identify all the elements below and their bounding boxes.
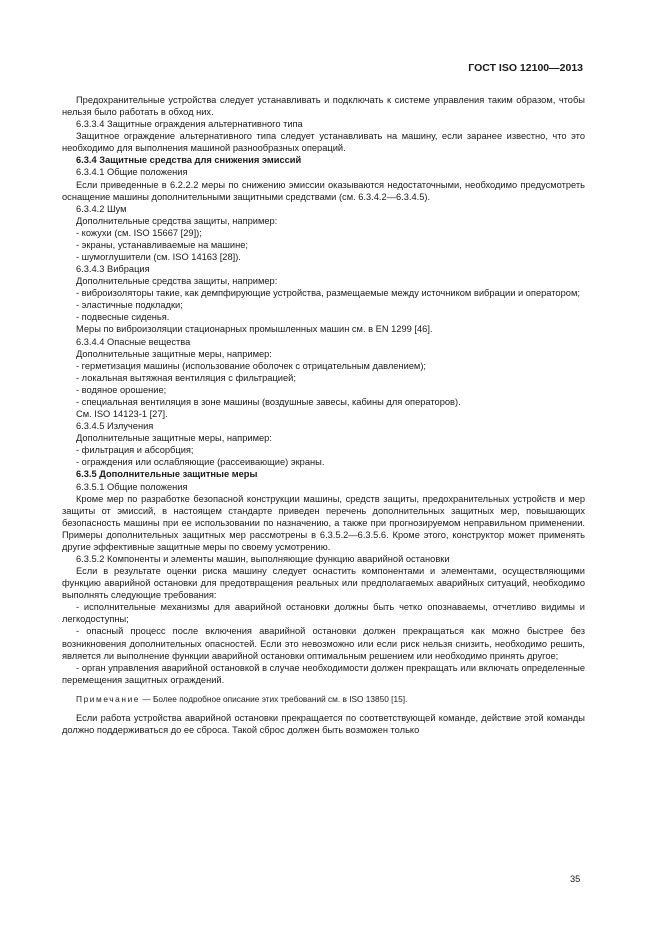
subsection-line: 6.3.4.4 Опасные вещества xyxy=(76,336,191,347)
section-heading: 6.3.4 Защитные средства для снижения эмиссий xyxy=(76,155,302,166)
note-text: — Более подробное описание этих требований см. в ISO 13850 [15]. xyxy=(140,693,408,704)
note xyxy=(62,693,585,705)
subsection-line: Меры по виброизоляции стационарных промышленных машин см. в EN 1299 [46]. xyxy=(76,324,433,335)
list-item: - ограждения или ослабляющие (рассеивающие) экраны. xyxy=(76,457,325,468)
list-item: - исполнительные механизмы для аварийной остановки должны быть четко опознаваемы, отчетливо видимы и легкодоступны; xyxy=(62,602,585,625)
subsection-line: 6.3.4.3 Вибрация xyxy=(76,264,150,275)
list-item: - кожухи (см. ISO 15667 [29]); xyxy=(76,227,202,238)
subsection-line: См. ISO 14123-1 [27]. xyxy=(76,409,168,420)
subsection-line: Дополнительные защитные меры, например: xyxy=(76,348,272,359)
subsection-line: Дополнительные средства защиты, например: xyxy=(76,276,278,287)
subsection-line: Дополнительные средства защиты, например: xyxy=(76,215,278,226)
list-item: - водяное орошение; xyxy=(76,384,167,395)
subsection-line: 6.3.5.2 Компоненты и элементы машин, выполняющие функцию аварийной остановки xyxy=(76,553,450,564)
note-label: Примечание xyxy=(76,693,141,704)
subsection-line: 6.3.5.1 Общие положения xyxy=(76,481,188,492)
paragraph: Предохранительные устройства следует устанавливать и подключать к системе управления таким образом, чтобы нельзя было работать в обход них. xyxy=(62,95,585,118)
paragraph: Если работа устройства аварийной остановки прекращается по соответствующей команде, действие этой команды должно поддерживаться до ее сброса. Такой сброс должен быть возможен только xyxy=(62,712,585,735)
subsection-line: 6.3.4.1 Общие положения xyxy=(76,167,188,178)
list-item: - виброизоляторы такие, как демпфирующие устройства, размещаемые между источником вибрации и оператором; xyxy=(76,288,580,299)
list-item: - герметизация машины (использование оболочек с отрицательным давлением); xyxy=(76,360,427,371)
subsection-line: 6.3.3.4 Защитные ограждения альтернативного типа xyxy=(76,119,303,130)
paragraph: Если приведенные в 6.2.2.2 меры по снижению эмиссии оказываются недостаточными, необходимо предусмотреть оснащение машины дополнительными защитными средствами (см. 6.3.4.2—6.3.4.5). xyxy=(62,179,585,202)
list-item: - опасный процесс после включения аварийной остановки должен прекращаться как можно быстрее без возникновения дополнительных опасностей. Если это невозможно или если риск нельзя снизить, необходимо решить, является ли выполнение функции аварийной остановки оптимальным решением или необходимо принять другое; xyxy=(62,626,585,661)
list-item: - фильтрация и абсорбция; xyxy=(76,445,194,456)
page-number: 35 xyxy=(570,874,581,884)
list-item: - орган управления аварийной остановкой в случае необходимости должен прекращать или включать определенные перемещения защитных ограждений. xyxy=(62,662,585,685)
section-heading: 6.3.5 Дополнительные защитные меры xyxy=(76,469,258,480)
list-item: - эластичные подкладки; xyxy=(76,300,183,311)
list-item: - локальная вытяжная вентиляция с фильтрацией; xyxy=(76,372,296,383)
list-item: - подвесные сиденья. xyxy=(76,312,170,323)
paragraph: Кроме мер по разработке безопасной конструкции машины, средств защиты, предохранительных устройств и мер защиты от эмиссий, в настоящем стандарте приведен перечень дополнительных защитных мер, повышающих безопасность машины при ее использовании по назначению, а также при прогнозируемом неправильном применении. Примеры дополнительных защитных мер рассмотрены в 6.3.5.2—6.3.5.6. Кроме этого, конструктор может применять другие эффективные защитные меры по своему усмотрению. xyxy=(62,493,585,552)
list-item: - специальная вентиляция в зоне машины (воздушные завесы, кабины для операторов). xyxy=(76,396,461,407)
subsection-line: Дополнительные защитные меры, например: xyxy=(76,433,272,444)
subsection-line: 6.3.4.2 Шум xyxy=(76,203,127,214)
page-header-standard: ГОСТ ISO 12100—2013 xyxy=(468,62,583,74)
paragraph: Защитное ограждение альтернативного типа следует устанавливать на машину, если заранее известно, что это необходимо для выполнения машиной разнообразных операций. xyxy=(62,131,585,154)
document-body xyxy=(62,94,585,736)
subsection-line: 6.3.4.5 Излучения xyxy=(76,421,154,432)
paragraph: Если в результате оценки риска машину следует оснастить компонентами и элементами, осуществляющими функцию аварийной остановки для предотвращения реальных или предполагаемых аварийных ситуаций, необходимо выполнять следующие требования: xyxy=(62,566,585,601)
list-item: - экраны, устанавливаемые на машине; xyxy=(76,239,248,250)
list-item: - шумоглушители (см. ISO 14163 [28]). xyxy=(76,252,241,263)
